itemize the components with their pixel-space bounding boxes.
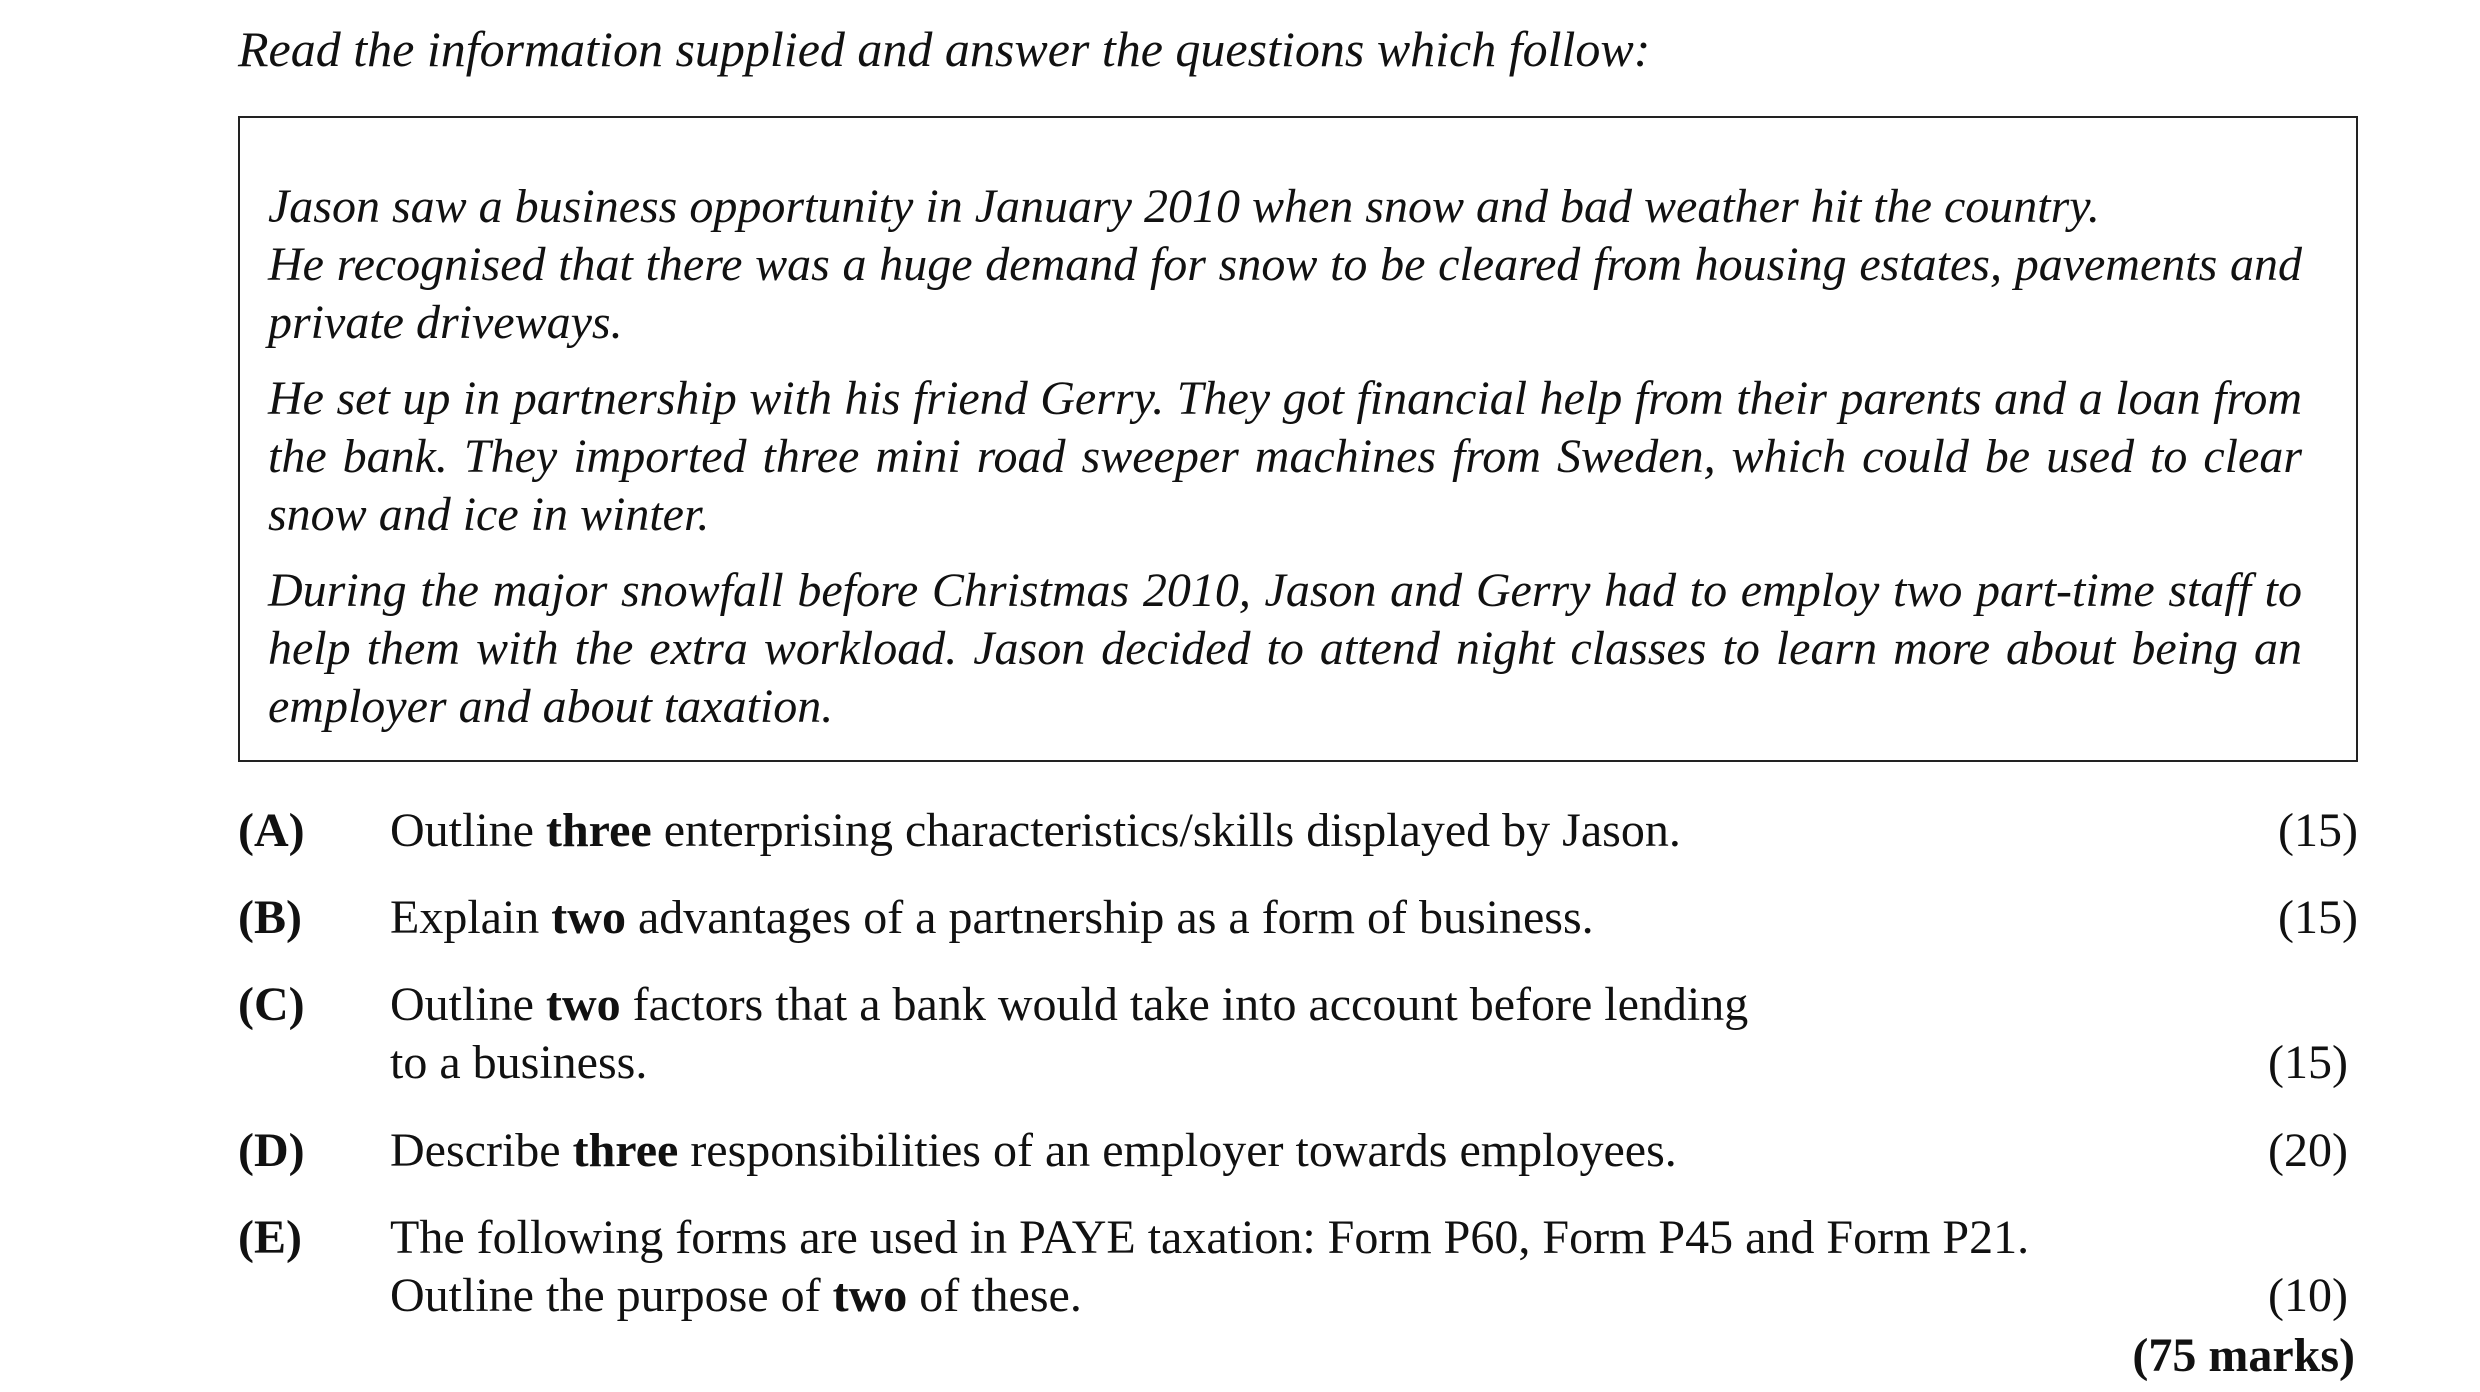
question-b-label: (B) [238,891,302,944]
question-e-line-2 [390,1267,2029,1325]
question-c-line-2: to a business. [390,1036,648,1089]
question-d-emphasis: three [572,1124,679,1177]
case-paragraph-1 [268,178,2302,352]
question-a-emphasis: three [545,804,652,857]
case-paragraph-3: During the major snowfall before Christmas 2010, Jason and Gerry had to employ two part-time staff to help them with the extra workload. Jason decided to attend night classes to learn more about being an employer and about taxation. [268,564,2302,733]
question-b-emphasis: two [551,891,626,944]
question-e-marks: (10) [2268,1269,2348,1322]
question-e-text-end: of these. [907,1269,1082,1322]
question-d-label: (D) [238,1124,305,1177]
question-d-text-end: responsibilities of an employer towards employees. [678,1124,1677,1177]
question-c-emphasis: two [545,978,621,1031]
question-c-marks: (15) [2268,1036,2348,1089]
question-e-text [390,1209,2029,1325]
question-b-marks: (15) [2278,891,2358,944]
question-c-text [390,976,1748,1092]
question-e-line-1: The following forms are used in PAYE taxation: Form P60, Form P45 and Form P21. [390,1211,2030,1264]
question-c-label: (C) [238,978,305,1031]
question-e-label: (E) [238,1211,302,1264]
question-a-text-start: Outline [390,804,546,857]
question-b [238,889,2358,947]
question-e-emphasis: two [832,1269,908,1322]
question-a-text-end: enterprising characteristics/skills displayed by Jason. [651,804,1681,857]
question-a-label: (A) [238,804,305,857]
question-d [238,1122,2358,1180]
question-a [238,802,2358,860]
question-c-line-1 [390,976,1748,1034]
question-e [238,1209,2358,1325]
case-paragraph-1-rest: He recognised that there was a huge demand for snow to be cleared from housing estates, pavements and private driveways. [268,238,2302,349]
question-e-text-start: Outline the purpose of [390,1269,833,1322]
total-marks: (75 marks) [2132,1329,2355,1382]
question-b-text-end: advantages of a partnership as a form of business. [625,891,1594,944]
question-a-marks: (15) [2278,804,2358,857]
question-a-text [390,802,1681,860]
question-c-text-end: factors that a bank would take into account before lending [620,978,1749,1031]
case-study-box [238,116,2358,762]
case-paragraph-1-first-line: Jason saw a business opportunity in January 2010 when snow and bad weather hit the country. [268,180,2100,233]
question-b-text [390,889,1594,947]
question-d-text-start: Describe [390,1124,573,1177]
question-d-marks: (20) [2268,1124,2348,1177]
question-b-text-start: Explain [390,891,552,944]
question-c-text-start: Outline [390,978,546,1031]
instruction-text: Read the information supplied and answer the questions which follow: [238,21,1651,77]
case-paragraph-2: He set up in partnership with his friend Gerry. They got financial help from their parents and a loan from the bank. They imported three mini road sweeper machines from Sweden, which could be used to clear snow and ice in winter. [268,372,2302,541]
question-d-text [390,1122,1677,1180]
question-c [238,976,2358,1092]
